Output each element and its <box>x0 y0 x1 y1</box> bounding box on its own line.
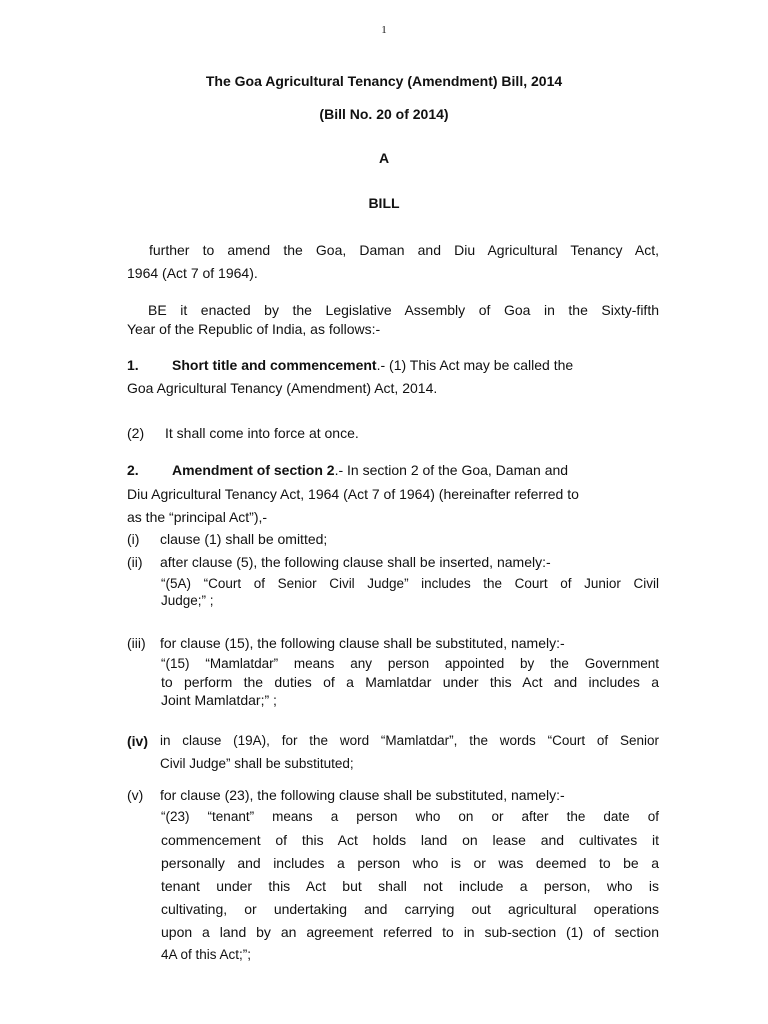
clause-ii-number: (ii) <box>127 554 143 570</box>
clause-v-quote-line-2: commencement of this Act holds land on lease and cultivates it <box>161 832 659 848</box>
clause-iii-text: for clause (15), the following clause shall be substituted, namely:- <box>160 635 565 651</box>
heading-bill: BILL <box>368 195 400 211</box>
enactment-line-2: Year of the Republic of India, as follows:- <box>127 321 381 337</box>
clause-iii-quote-line-1: “(15) “Mamlatdar” means any person appointed by the Government <box>161 656 659 671</box>
clause-ii-quote-line-1: “(5A) “Court of Senior Civil Judge” includes the Court of Junior Civil <box>161 576 659 591</box>
clause-iv-text: in clause (19A), for the word “Mamlatdar”, the words “Court of Senior <box>160 733 659 748</box>
section-1-line-1 <box>172 357 573 373</box>
section-1-number: 1. <box>127 357 139 373</box>
clause-iii-quote-line-3: Joint Mamlatdar;” ; <box>161 692 277 708</box>
section-2-line-1-rest: .- In section 2 of the Goa, Daman and <box>334 462 569 478</box>
section-1-sub-2-text: It shall come into force at once. <box>165 425 359 441</box>
section-1-heading: Short title and commencement <box>172 357 377 373</box>
section-2-heading: Amendment of section 2 <box>172 462 335 478</box>
section-2-number: 2. <box>127 462 139 478</box>
clause-i-number: (i) <box>127 531 140 547</box>
page-number: 1 <box>381 24 387 36</box>
section-1-sub-2-number: (2) <box>127 425 145 441</box>
heading-a: A <box>378 150 390 166</box>
clause-i-text: clause (1) shall be omitted; <box>160 531 328 547</box>
section-1-line-2: Goa Agricultural Tenancy (Amendment) Act, 2014. <box>127 380 438 396</box>
clause-iv-number: (iv) <box>127 733 148 749</box>
clause-ii-quote-line-2: Judge;” ; <box>161 593 214 608</box>
section-2-line-1 <box>172 462 568 478</box>
clause-v-quote-line-1: “(23) “tenant” means a person who on or after the date of <box>161 809 659 824</box>
clause-v-quote-line-3: personally and includes a person who is or was deemed to be a <box>161 855 659 871</box>
preamble-line-2: 1964 (Act 7 of 1964). <box>127 265 258 281</box>
clause-v-quote-line-5: cultivating, or undertaking and carrying out agricultural operations <box>161 901 659 917</box>
section-1-line-1-rest: .- (1) This Act may be called the <box>376 357 574 373</box>
clause-iii-number: (iii) <box>127 635 146 651</box>
clause-iv-text-2: Civil Judge” shall be substituted; <box>160 756 354 771</box>
clause-v-text: for clause (23), the following clause shall be substituted, namely:- <box>160 787 565 803</box>
preamble-line-1: further to amend the Goa, Daman and Diu Agricultural Tenancy Act, <box>149 242 659 258</box>
clause-v-quote-line-4: tenant under this Act but shall not include a person, who is <box>161 878 659 894</box>
section-2-line-2: Diu Agricultural Tenancy Act, 1964 (Act 7 of 1964) (hereinafter referred to <box>127 486 579 502</box>
section-2-line-3: as the “principal Act”),- <box>127 509 268 525</box>
clause-iii-quote-line-2: to perform the duties of a Mamlatdar under this Act and includes a <box>161 674 659 690</box>
clause-v-quote-line-7: 4A of this Act;”; <box>161 947 252 962</box>
bill-title: The Goa Agricultural Tenancy (Amendment) Bill, 2014 <box>205 73 563 89</box>
bill-number: (Bill No. 20 of 2014) <box>319 106 449 122</box>
clause-ii-text: after clause (5), the following clause shall be inserted, namely:- <box>160 554 551 570</box>
clause-v-number: (v) <box>127 787 144 803</box>
enactment-line-1: BE it enacted by the Legislative Assembly of Goa in the Sixty-fifth <box>148 302 659 318</box>
clause-v-quote-line-6: upon a land by an agreement referred to in sub-section (1) of section <box>161 924 659 940</box>
